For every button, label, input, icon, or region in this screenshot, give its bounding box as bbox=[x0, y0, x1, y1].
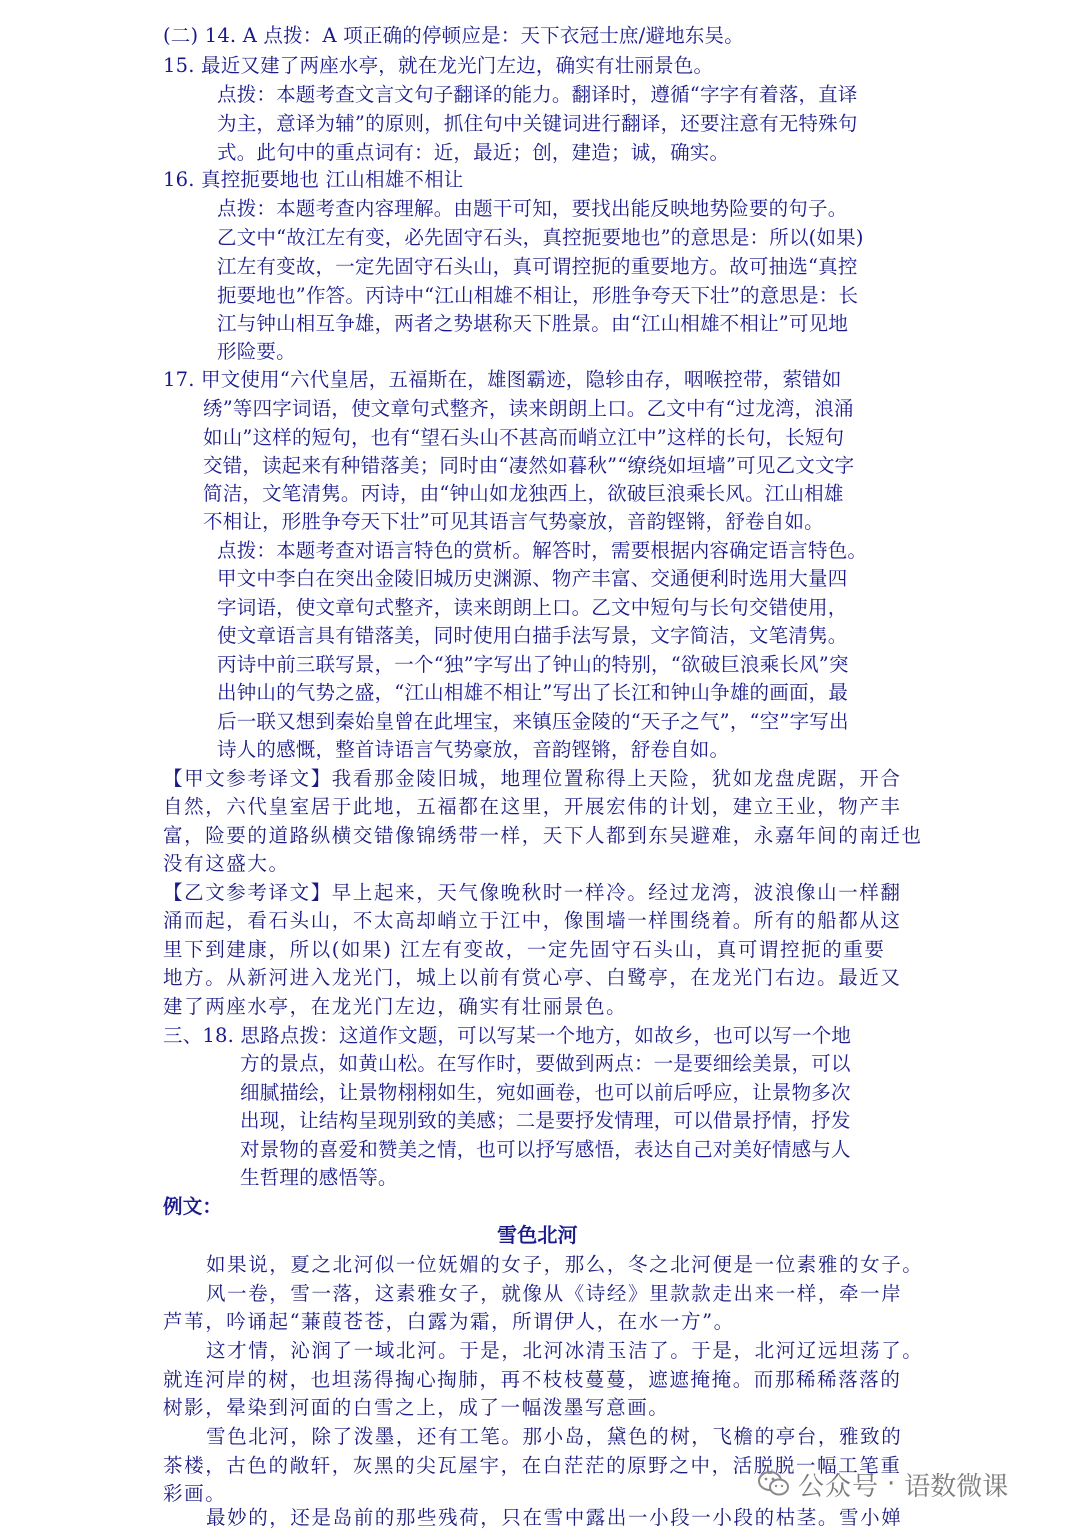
text-line: 为主，意译为辅”的原则，抓住句中关键词进行翻译，还要注意有无特殊句 bbox=[217, 112, 858, 135]
text-line: (二) 14. A 点拨：A 项正确的停顿应是：天下衣冠士庶/避地东吴。 bbox=[163, 24, 744, 47]
text-line: 使文章语言具有错落美，同时使用白描手法写景，文字简洁，文笔清隽。 bbox=[217, 624, 848, 647]
text-line: 16. 真控扼要地也 江山相雄不相让 bbox=[163, 168, 464, 191]
text-line: 甲文中李白在突出金陵旧城历史渊源、物产丰富、交通便利时选用大量四 bbox=[217, 567, 848, 590]
wechat-watermark bbox=[758, 1460, 1058, 1508]
text-line: 细腻描绘，让景物栩栩如生，宛如画卷，也可以前后呼应，让景物多次 bbox=[240, 1081, 851, 1104]
text-line: 出钟山的气势之盛，“江山相雄不相让”写出了长江和钟山争雄的画面，最 bbox=[217, 681, 849, 704]
text-line: 芦苇，吟诵起“蒹葭苍苍，白露为霜，所谓伊人，在水一方”。 bbox=[163, 1310, 735, 1333]
text-line: 式。此句中的重点词有：近，最近；创，建造；诚，确实。 bbox=[217, 141, 730, 164]
text-line: 树影，晕染到河面的白雪之上，成了一幅泼墨写意画。 bbox=[163, 1396, 670, 1419]
text-line: 丙诗中前三联写景，一个“独”字写出了钟山的特别，“欲破巨浪乘长风”突 bbox=[217, 653, 849, 676]
text-line: 后一联又想到秦始皇曾在此埋宝，来镇压金陵的“天子之气”，“空”字写出 bbox=[217, 710, 849, 733]
text-line: 字词语，使文章句式整齐，读来朗朗上口。乙文中短句与长句交错使用， bbox=[217, 596, 848, 619]
text-line: 如山”这样的短句，也有“望石头山不甚高而峭立江中”这样的长句，长短句 bbox=[203, 426, 845, 449]
text-line: 绣”等四字词语，使文章句式整齐，读来朗朗上口。乙文中有“过龙湾，浪涌 bbox=[203, 397, 854, 420]
text-line: 方的景点，如黄山松。在写作时，要做到两点：一是要细绘美景，可以 bbox=[240, 1052, 851, 1075]
text-line: 江左有变故，一定先固守石头山，真可谓控扼的重要地方。故可抽选“真控 bbox=[217, 255, 858, 278]
text-line: 涌而起，看石头山，不太高却峭立于江中，像围墙一样围绕着。所有的船都从这 bbox=[163, 909, 902, 932]
text-line: 点拨：本题考查文言文句子翻译的能力。翻译时，遵循“字字有着落，直译 bbox=[217, 83, 858, 106]
text-line: 茶楼，古色的敞轩，灰黑的尖瓦屋宇，在白茫茫的原野之中，活脱脱一幅工笔重 bbox=[163, 1454, 902, 1477]
text-line: 扼要地也”作答。丙诗中“江山相雄不相让，形胜争夸天下壮”的意思是：长 bbox=[217, 284, 859, 307]
text-line: 最妙的，还是岛前的那些残荷，只在雪中露出一小段一小段的枯茎。雪小婵 bbox=[206, 1506, 903, 1529]
text-line: 诗人的感慨，整首诗语言气势豪放，音韵铿锵，舒卷自如。 bbox=[217, 738, 730, 761]
text-line: 17. 甲文使用“六代皇居，五福斯在，雄图霸迹，隐轸由存，咽喉控带，萦错如 bbox=[163, 368, 842, 391]
text-line: 交错，读起来有种错落美；同时由“凄然如暮秋”“缭绕如垣墙”可见乙文文字 bbox=[203, 454, 855, 477]
text-line: 就连河岸的树，也坦荡得掏心掏肺，再不枝枝蔓蔓，遮遮掩掩。而那稀稀落落的 bbox=[163, 1368, 902, 1391]
text-line: 江与钟山相互争雄，两者之势堪称天下胜景。由“江山相雄不相让”可见地 bbox=[217, 312, 849, 335]
text-line: 点拨：本题考查对语言特色的赏析。解答时，需要根据内容确定语言特色。 bbox=[217, 539, 868, 562]
text-line: 里下到建康，所以(如果) 江左有变故，一定先固守石头山，真可谓控扼的重要 bbox=[163, 938, 886, 961]
text-line: 建了两座水亭，在龙光门左边，确实有壮丽景色。 bbox=[163, 995, 628, 1018]
wechat-icon bbox=[758, 1470, 790, 1498]
text-line: 没有这盛大。 bbox=[163, 852, 290, 875]
text-line: 出现，让结构呈现别致的美感；二是要抒发情理，可以借景抒情，抒发 bbox=[240, 1109, 851, 1132]
watermark-prefix: 公众号 bbox=[798, 1471, 880, 1502]
text-line: 风一卷，雪一落，这素雅女子，就像从《诗经》里款款走出来一样，牵一岸 bbox=[206, 1282, 903, 1305]
text-line: 【甲文参考译文】我看那金陵旧城，地理位置称得上天险，犹如龙盘虎踞，开合 bbox=[163, 767, 902, 790]
text-line: 对景物的喜爱和赞美之情，也可以抒写感悟，表达自己对美好情感与人 bbox=[240, 1138, 851, 1161]
text-line: 形险要。 bbox=[217, 340, 296, 363]
text-line: 雪色北河，除了泼墨，还有工笔。那小岛，黛色的树，飞檐的亭台，雅致的 bbox=[206, 1425, 903, 1448]
watermark-separator: · bbox=[887, 1469, 897, 1499]
watermark-account-name: 语数微课 bbox=[904, 1471, 1009, 1502]
text-line: 生哲理的感悟等。 bbox=[240, 1166, 398, 1189]
text-line: 如果说，夏之北河似一位妩媚的女子，那么，冬之北河便是一位素雅的女子。 bbox=[206, 1253, 924, 1276]
text-line: 【乙文参考译文】早上起来，天气像晚秋时一样冷。经过龙湾，波浪像山一样翻 bbox=[163, 881, 902, 904]
text-line: 点拨：本题考查内容理解。由题干可知，要找出能反映地势险要的句子。 bbox=[217, 197, 848, 220]
text-line: 15. 最近又建了两座水亭，就在龙光门左边，确实有壮丽景色。 bbox=[163, 54, 714, 77]
essay-title: 雪色北河 bbox=[497, 1223, 578, 1247]
text-line: 三、18. 思路点拨：这道作文题，可以写某一个地方，如故乡，也可以写一个地 bbox=[163, 1024, 852, 1047]
text-line: 彩画。 bbox=[163, 1482, 227, 1505]
text-line: 简洁，文笔清隽。丙诗，由“钟山如龙独西上，欲破巨浪乘长风。江山相雄 bbox=[203, 482, 844, 505]
text-line: 地方。从新河进入龙光门，城上以前有赏心亭、白鹭亭，在龙光门右边。最近又 bbox=[163, 966, 902, 989]
example-label: 例文： bbox=[163, 1195, 223, 1218]
text-line: 自然，六代皇室居于此地，五福都在这里，开展宏伟的计划，建立王业，物产丰 bbox=[163, 795, 902, 818]
text-line: 不相让，形胜争夸天下壮”可见其语言气势豪放，音韵铿锵，舒卷自如。 bbox=[203, 510, 824, 533]
text-line: 这才情，沁润了一域北河。于是，北河冰清玉洁了。于是，北河辽远坦荡了。 bbox=[206, 1339, 924, 1362]
text-line: 富，险要的道路纵横交错像锦绣带一样，天下人都到东吴避难，永嘉年间的南迁也 bbox=[163, 824, 923, 847]
text-line: 乙文中“故江左有变，必先固守石头，真控扼要地也”的意思是：所以(如果) bbox=[217, 226, 864, 249]
